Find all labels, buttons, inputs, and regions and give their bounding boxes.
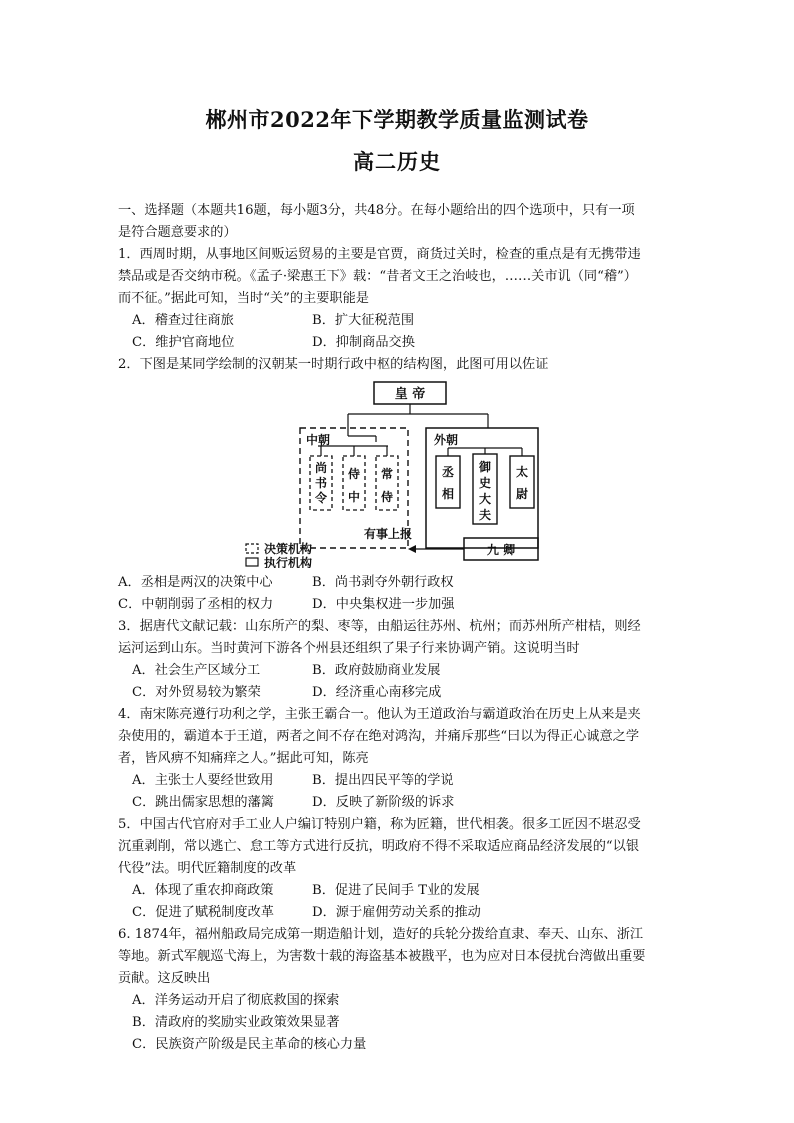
exam-subtitle: 高二历史 <box>353 149 441 174</box>
legend-solid-swatch <box>246 558 258 566</box>
q2-options-row <box>118 572 678 594</box>
q5-options-row <box>118 902 678 924</box>
q2-option-a: A．丞相是两汉的决策中心 <box>118 575 273 590</box>
inner-title-1: 尚书令 <box>314 461 328 505</box>
legend-dashed-swatch <box>246 544 258 553</box>
section-intro-cont: 是符合题意要求的） <box>118 225 237 240</box>
q3-stem: 3．据唐代文献记载：山东所产的梨、枣等，由船运往苏州、杭州；而苏州所产柑桔，则经 <box>118 619 641 634</box>
q4-stem: 4．南宋陈亮遵行功利之学，主张王霸合一。他认为王道政治与霸道政治在历史上从来是夹 <box>118 707 641 722</box>
diagram-svg <box>118 378 678 568</box>
q1-option-b: B．扩大征税范围 <box>312 313 415 328</box>
q5-stem: 5．中国古代官府对手工业人户编订特别户籍，称为匠籍，世代相袭。很多工匠因不堪忍受 <box>118 817 641 832</box>
han-court-diagram <box>118 378 678 568</box>
q5-option-b: B．促进了民间手 T业的发展 <box>312 883 480 898</box>
outer-title-1: 丞相 <box>441 465 455 501</box>
outer-title-3: 太尉 <box>515 465 529 501</box>
q4-option-d: D．反映了新阶级的诉求 <box>312 795 455 810</box>
q3-option-d: D．经济重心南移完成 <box>312 685 442 700</box>
q1-stem: 1．西周时期，从事地区间贩运贸易的主要是官贾，商货过关时，检查的重点是有无携带违 <box>118 247 641 262</box>
q5-option-d: D．源于雇佣劳动关系的推动 <box>312 905 481 920</box>
q6-option-c: C．民族资产阶级是民主革命的核心力量 <box>132 1037 367 1052</box>
q3-option-b: B．政府鼓励商业发展 <box>312 663 441 678</box>
q4-option-a: A．主张士人要经世致用 <box>132 773 274 788</box>
q1-stem: 而不征。”据此可知，当时“关”的主要职能是 <box>118 291 369 306</box>
q3-option-c: C．对外贸易较为繁荣 <box>132 685 261 700</box>
q4-stem: 杂使用的，霸道本于王道，两者之间不存在绝对鸿沟，并痛斥那些“曰以为得正心诚意之学 <box>118 729 640 744</box>
inner-court-label: 中朝 <box>306 433 331 447</box>
q3-options-row <box>118 682 678 704</box>
q4-options-row <box>118 792 678 814</box>
q6-stem: 6. 1874年，福州船政局完成第一期造船计划，造好的兵轮分拨给直隶、奉天、山东、浙江 <box>118 927 644 942</box>
q6-option-a: A．洋务运动开启了彻底救国的探索 <box>132 993 340 1008</box>
q5-options-row <box>118 880 678 902</box>
q3-option-a: A．社会生产区域分工 <box>132 663 261 678</box>
report-label: 有事上报 <box>364 527 413 541</box>
q3-options-row <box>118 660 678 682</box>
q1-option-c: C．维护官商地位 <box>132 335 235 350</box>
q4-option-c: C．跳出儒家思想的藩篱 <box>132 795 274 810</box>
q4-options-row <box>118 770 678 792</box>
q1-stem: 禁品或是否交纳市税。《孟子·梁惠王下》载：“昔者文王之治岐也，……关市讥（同“稽”） <box>118 269 637 284</box>
legend-solid-label: 执行机构 <box>264 556 313 568</box>
q4-stem: 者，皆风痹不知痛痒之人。”据此可知，陈亮 <box>118 751 369 766</box>
nine-ministers-label: 九 卿 <box>486 543 516 557</box>
q2-stem: 2．下图是某同学绘制的汉朝某一时期行政中枢的结构图，此图可用以佐证 <box>118 357 549 372</box>
q1-options-row <box>118 310 678 332</box>
q2-option-b: B．尚书剥夺外朝行政权 <box>312 575 454 590</box>
q2-option-d: D．中央集权进一步加强 <box>312 597 455 612</box>
q5-stem: 代役”法。明代匠籍制度的改革 <box>118 861 297 876</box>
q3-stem: 运河运到山东。当时黄河下游各个州县还组织了果子行来协调产销。这说明当时 <box>118 641 580 656</box>
q1-option-a: A．稽查过往商旅 <box>132 313 234 328</box>
legend-dashed-label: 决策机构 <box>264 542 313 556</box>
q2-option-c: C．中朝削弱了丞相的权力 <box>118 597 274 612</box>
inner-title-2: 侍中 <box>347 467 361 504</box>
inner-title-3: 常侍 <box>380 467 394 504</box>
q5-stem: 沉重剥削，常以逃亡、怠工等方式进行反抗，明政府不得不采取适应商品经济发展的“以银 <box>118 839 640 854</box>
exam-content <box>118 200 678 1056</box>
section-intro: 一、选择题（本题共16题，每小题3分，共48分。在每小题给出的四个选项中，只有一项 <box>118 203 635 218</box>
q6-option-b: B．清政府的奖励实业政策效果显著 <box>132 1015 340 1030</box>
q6-stem: 等地。新式军舰巡弋海上，为害数十载的海盗基本被戡平，也为应对日本侵扰台湾做出重要 <box>118 949 646 964</box>
q4-option-b: B．提出四民平等的学说 <box>312 773 454 788</box>
q5-option-a: A．体现了重农抑商政策 <box>132 883 274 898</box>
q5-option-c: C．促进了赋税制度改革 <box>132 905 274 920</box>
outer-court-label: 外朝 <box>434 433 459 447</box>
q6-stem: 贡献。这反映出 <box>118 971 211 986</box>
q1-option-d: D．抑制商品交换 <box>312 335 415 350</box>
q2-options-row <box>118 594 678 616</box>
q1-options-row <box>118 332 678 354</box>
outer-title-2: 御史大夫 <box>478 460 492 522</box>
exam-title: 郴州市2022年下学期教学质量监测试卷 <box>205 107 589 132</box>
emperor-label: 皇 帝 <box>394 387 426 402</box>
